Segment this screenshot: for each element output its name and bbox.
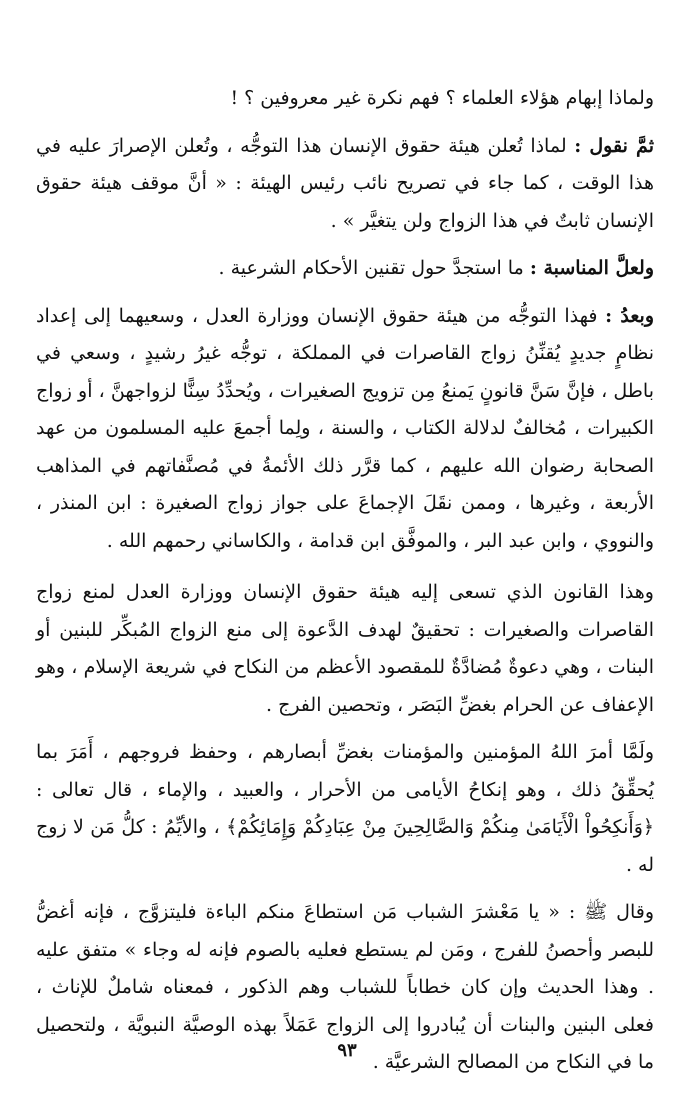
paragraph-2-lead: ثمَّ نقول : [574, 134, 654, 157]
paragraph-4-text: فهذا التوجُّه من هيئة حقوق الإنسان ووزارة العدل ، وسعيهما إلى إعداد نظامٍ جديدٍ يُقنِّنُ زواج القاصرات في المملكة ، توجُّه غيرُ رشيدٍ ، وسعي في باطل ، فإنَّ سَنَّ قانونٍ يَمنعُ مِن تزويج الصغيرات ، ويُحدِّدُ سِنًّا لزواجهنَّ ، أو زواج الكبيرات ، مُخالفٌ لدلالة الكتاب ، والسنة ، ولِما أجمعَ عليه المسلمون من عهد الصحابة رضوان الله عليهم ، كما قرَّر ذلك الأئمةُ في مُصنَّفاتهم في المذاهب الأربعة ، وغيرها ، وممن نقَلَ الإجماعَ على جواز زواج الصغيرة : ابن المنذر ، والنووي ، وابن عبد البر ، والموفَّق ابن قدامة ، والكاساني رحمهم الله . [36, 304, 654, 552]
paragraph-5 [36, 574, 654, 724]
paragraph-2-text: لماذا تُعلن هيئة حقوق الإنسان هذا التوجُّه ، وتُعلن الإصرارَ عليه في هذا الوقت ، كما جاء في تصريح نائب رئيس الهيئة : « أنَّ موقف هيئة حقوق الإنسان ثابتٌ في هذا الزواج ولن يتغيَّر » . [36, 134, 654, 232]
paragraph-4-lead: وبعدُ : [605, 304, 654, 327]
paragraph-7-text: وقال ﷺ : « يا مَعْشرَ الشباب مَن استطاعَ منكم الباءة فليتزوَّج ، فإنه أغضُّ للبصر وأحصنُ للفرج ، ومَن لم يستطع فعليه بالصوم فإنه له وجاء » متفق عليه . وهذا الحديث وإن كان خطاباً للشباب وهم الذكور ، فمعناه شاملٌ للإناث ، فعلى البنين والبنات أن يُبادروا إلى الزواج عَمَلاً بهذه الوصيَّة النبويَّة ، ولتحصيل ما في النكاح من المصالح الشرعيَّة . [36, 901, 654, 1073]
paragraph-1 [36, 80, 654, 118]
paragraph-3-lead: ولعلَّ المناسبة : [529, 257, 654, 279]
paragraph-4 [36, 298, 654, 561]
paragraph-5-text: وهذا القانون الذي تسعى إليه هيئة حقوق الإنسان ووزارة العدل لمنع زواج القاصرات والصغيرات : تحقيقٌ لهدف الدَّعوة إلى منع الزواج المُبكِّر للبنين أو البنات ، وهي دعوةٌ مُضادَّةٌ للمقصود الأعظم من النكاح في شريعة الإسلام ، وهو الإعفاف عن الحرام بغضِّ البَصَر ، وتحصين الفرج . [36, 581, 654, 716]
paragraph-6-text: ولَمَّا أمرَ اللهُ المؤمنين والمؤمنات بغضِّ أبصارهم ، وحفظ فروجهم ، أَمَرَ بما يُحقِّقُ ذلك ، وهو إنكاحُ الأيامى من الأحرار ، والعبيد ، والإماء ، قال تعالى : ﴿وَأَنكِحُواْ الْأَيَامَىٰ مِنكُمْ وَالصَّالِحِينَ مِنْ عِبَادِكُمْ وَإِمَائِكُمْ﴾ ، والأيِّمُ : كلُّ مَن لا زوج له . [36, 741, 654, 876]
paragraph-6 [36, 734, 654, 884]
paragraph-3-text: ما استجدَّ حول تقنين الأحكام الشرعية . [218, 257, 530, 279]
paragraph-1-text: ولماذا إبهام هؤلاء العلماء ؟ فهم نكرة غير معروفين ؟ ! [230, 87, 654, 109]
paragraph-3 [36, 250, 654, 288]
page-number: ٩٣ [337, 1040, 357, 1061]
paragraph-2 [36, 128, 654, 241]
